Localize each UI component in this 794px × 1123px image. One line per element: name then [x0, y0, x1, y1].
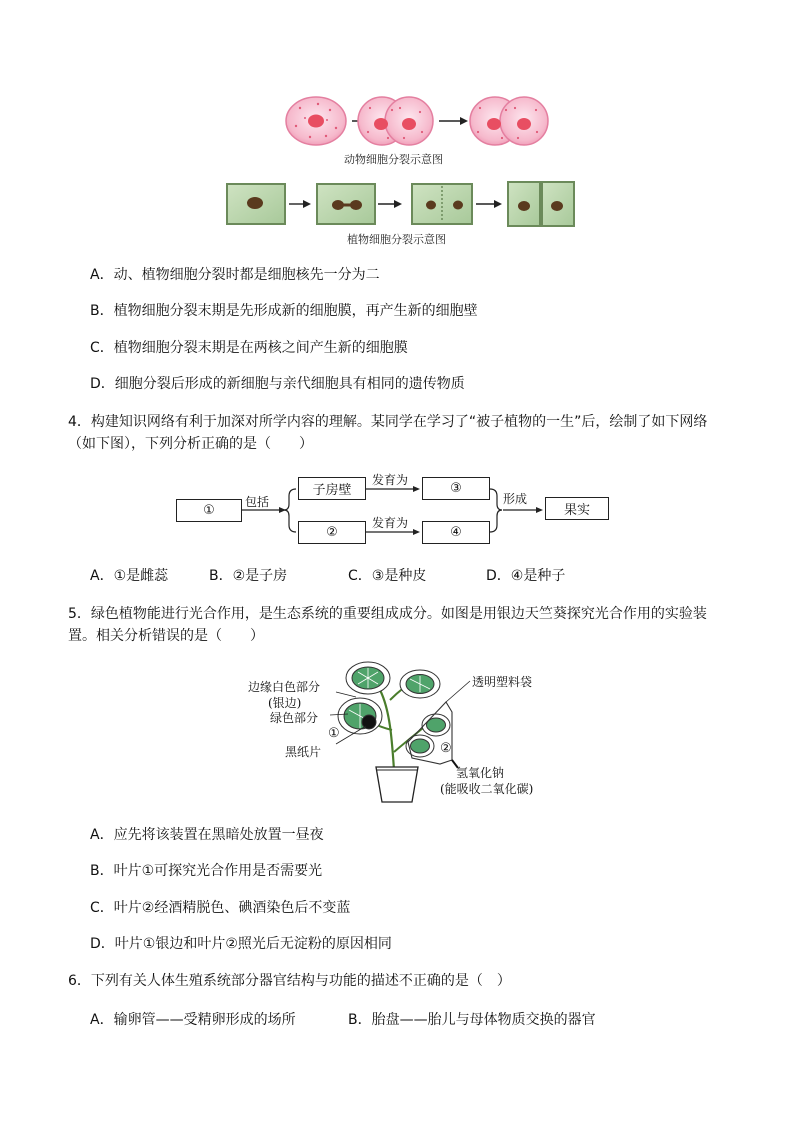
label-green-part: 绿色部分	[270, 711, 319, 725]
label-silver-edge: (银边)	[268, 696, 302, 710]
q4-option-a: A．①是雌蕊	[90, 568, 169, 584]
q3-option-a: A．动、植物细胞分裂时都是细胞核先一分为二	[90, 267, 380, 283]
label-black-paper: 黑纸片	[285, 745, 322, 759]
flow-box-3: ③	[422, 477, 490, 500]
plant-cell-caption: 植物细胞分裂示意图	[347, 233, 446, 246]
q5-option-d: D．叶片①银边和叶片②照光后无淀粉的原因相同	[90, 936, 392, 952]
q6-option-a: A．输卵管——受精卵形成的场所	[90, 1012, 296, 1028]
animal-cell-caption: 动物细胞分裂示意图	[344, 153, 443, 166]
label-plastic-bag: 透明塑料袋	[472, 675, 533, 689]
q4-option-c: C．③是种皮	[348, 568, 427, 584]
q4-stem: 4．构建知识网络有利于加深对所学内容的理解。某同学在学习了“被子植物的一生”后，绘制了如下网络（如下图），下列分析正确的是（ ）	[68, 414, 708, 452]
flow-label-include: 包括	[245, 495, 270, 509]
label-naoh-note: (能吸收二氧化碳)	[440, 782, 534, 796]
flow-label-develop-1: 发育为	[372, 473, 409, 487]
label-naoh: 氢氧化钠	[456, 766, 505, 780]
flow-box-2: ②	[298, 521, 366, 544]
label-circle-2: ②	[440, 741, 452, 756]
flow-box-ovary-wall: 子房壁	[298, 477, 366, 500]
q3-option-d: D．细胞分裂后形成的新细胞与亲代细胞具有相同的遗传物质	[90, 376, 465, 392]
flow-box-4: ④	[422, 521, 490, 544]
q3-option-c: C．植物细胞分裂末期是在两核之间产生新的细胞膜	[90, 340, 408, 356]
label-circle-1: ①	[328, 726, 340, 741]
q3-option-b: B．植物细胞分裂末期是先形成新的细胞膜，再产生新的细胞壁	[90, 303, 478, 319]
flow-box-1: ①	[176, 499, 242, 522]
q5-option-c: C．叶片②经酒精脱色、碘酒染色后不变蓝	[90, 900, 351, 916]
q5-stem: 5．绿色植物能进行光合作用，是生态系统的重要组成成分。如图是用银边天竺葵探究光合作用的实验装置。相关分析错误的是（ ）	[68, 606, 707, 644]
q5-option-a: A．应先将该装置在黑暗处放置一昼夜	[90, 827, 324, 843]
label-white-edge: 边缘白色部分	[248, 680, 321, 694]
flow-label-develop-2: 发育为	[372, 516, 409, 530]
q6-stem: 6．下列有关人体生殖系统部分器官结构与功能的描述不正确的是（ ）	[68, 973, 511, 989]
q6-option-b: B．胎盘——胎儿与母体物质交换的器官	[348, 1012, 596, 1028]
q5-option-b: B．叶片①可探究光合作用是否需要光	[90, 863, 323, 879]
flow-label-form: 形成	[503, 492, 528, 506]
q4-option-d: D．④是种子	[486, 568, 566, 584]
flow-box-fruit: 果实	[545, 497, 609, 520]
q4-option-b: B．②是子房	[209, 568, 288, 584]
